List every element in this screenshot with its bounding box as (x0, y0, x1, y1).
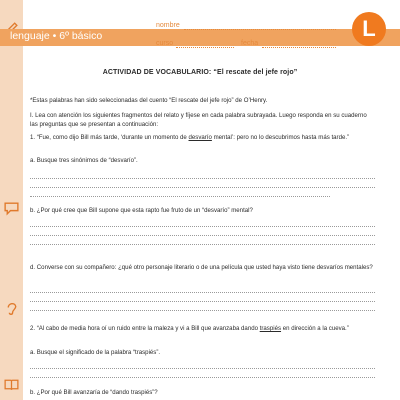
answer-line[interactable] (30, 377, 375, 378)
subject-label (10, 30, 102, 42)
answer-line[interactable] (30, 244, 375, 245)
question-2-text-end: en dirección a la cueva.” (281, 325, 349, 332)
answer-line[interactable] (30, 235, 375, 236)
answer-line[interactable] (30, 196, 330, 197)
answer-line[interactable] (30, 226, 375, 227)
intro-text: *Estas palabras han sido seleccionadas del cuento “El rescate del jefe rojo” de O’Henry. (30, 97, 268, 104)
page-title: ACTIVIDAD DE VOCABULARIO: “El rescate del jefe rojo” (102, 69, 298, 76)
separator: • (52, 30, 57, 42)
fecha-label: fecha (241, 40, 259, 47)
answer-line[interactable] (30, 310, 375, 311)
question-1b: b. ¿Por qué cree que Bill supone que esta rapto fue fruto de un “desvarío” mental? (30, 207, 253, 214)
question-2-text: 2. “Al cabo de media hora oí un ruido entre la maleza y vi a Bill que avanzaba dando (30, 325, 260, 332)
question-1a: a. Busque tres sinónimos de “desvarío”. (30, 157, 138, 164)
subject-banner (0, 29, 400, 46)
subject-text: lenguaje (10, 30, 50, 42)
answer-line[interactable] (30, 368, 375, 369)
curso-label: curso (156, 40, 174, 47)
question-2b: b. ¿Por qué Bill avanzaría de “dando traspiés”? (30, 389, 158, 396)
answer-line[interactable] (30, 292, 375, 293)
instruction-text: I. Lea con atención los siguientes fragmentos del relato y fíjese en cada palabra subrayada. Luego responda en su cuaderno las preguntas que se presentan a continuación: (30, 112, 367, 128)
answer-line[interactable] (30, 178, 375, 179)
fecha-field[interactable] (262, 47, 336, 48)
answer-line[interactable] (30, 187, 375, 188)
question-1-text-end: mental’: pero no lo descubrimos hasta más tarde.” (211, 134, 350, 141)
subject-badge: L (352, 12, 386, 46)
question-2a: a. Busque el significado de la palabra “traspiés”. (30, 349, 161, 356)
answer-line[interactable] (30, 301, 375, 302)
question-2 (30, 324, 375, 333)
underlined-word: desvarío (188, 134, 212, 141)
speech-bubble-icon (3, 200, 20, 217)
grade-text: 6º básico (59, 30, 103, 42)
nombre-label: nombre (156, 22, 180, 29)
curso-field[interactable] (176, 47, 234, 48)
question-1-text: 1. “Fue, como dijo Bill más tarde, ‘durante un momento de (30, 134, 189, 141)
book-icon (3, 376, 20, 393)
underlined-word: traspiés (259, 325, 282, 332)
question-1d: d. Converse con su compañero: ¿qué otro personaje literario o de una película que usted haya visto tiene desvaríos mentales? (30, 264, 373, 271)
question-1 (30, 133, 375, 142)
nombre-field[interactable] (184, 29, 336, 30)
sidebar (0, 0, 23, 400)
ear-icon (3, 300, 20, 317)
